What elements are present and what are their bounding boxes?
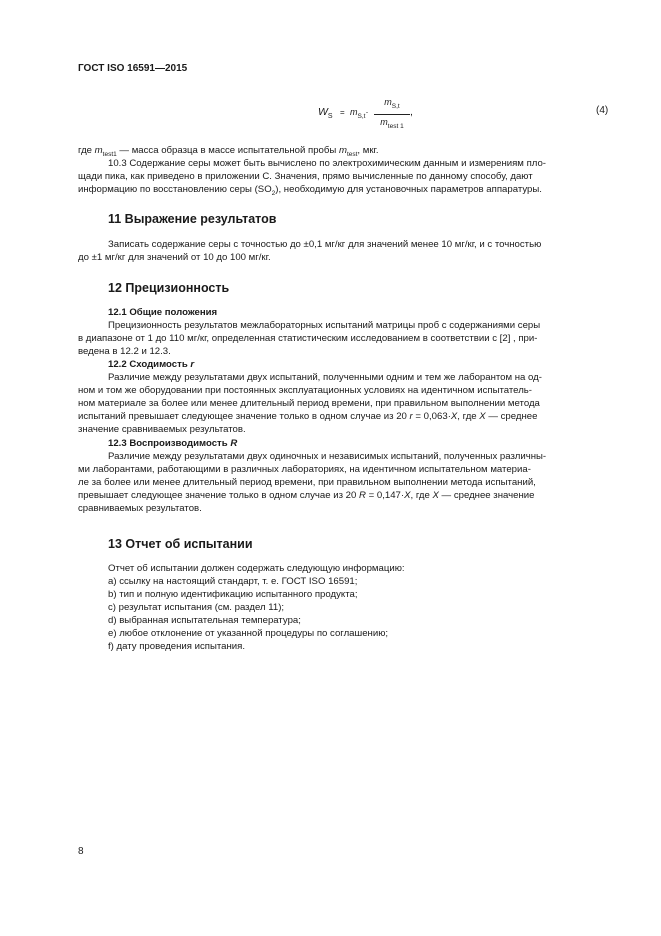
list-item: f) дату проведения испытания. [108,641,246,652]
page-number: 8 [78,846,84,857]
section-12-2-heading: 12.2 Сходимость r [108,359,195,370]
formula-number: (4) [596,105,609,116]
formula-fraction: $m_{S,t}$ $m_{test 1}$ [374,96,410,133]
section-11-heading: 11 Выражение результатов [108,212,277,226]
section-12-3-heading: 12.3 Воспроизводимость R [108,438,238,449]
section-12-2-text: Различие между результатами двух испытаний, полученными одним и тем же лаборантом на од- ном и том же оборудовании при постоянных эксплуатационных условиях на идентичном испытатель- ном материале за более или менее длительный период времени, при правильном выполнении метода испытаний превышает следующее значение только в одном случае из 20 r = 0,063·X, где X — среднее значение сравниваемых результатов. [78,372,542,435]
section-13-heading: 13 Отчет об испытании [108,537,253,551]
list-item: b) тип и полную идентификацию испытанного продукта; [108,589,358,600]
section-12-3-text: Различие между результатами двух одиночных и независимых испытаний, полученных различны- ми лаборантами, работающими в различных лабораториях, на идентичном испытательном материа- ле за более или менее длительный период времени, при правильном выполнении метода испытаний, превышает следующее значение только в одном случае из 20 R = 0,147·X, где X — среднее значение сравниваемых результатов. [78,451,547,514]
document-header: ГОСТ ISO 16591—2015 [78,63,188,74]
formula-equals: = [340,108,345,117]
where-clause: где $m_{test1}$ — масса образца в массе испытательной пробы $m_{test}$, мкг. [78,145,379,158]
section-13-intro: Отчет об испытании должен содержать следующую информацию: [108,563,405,574]
section-11-text: Записать содержание серы с точностью до ±0,1 мг/кг для значений менее 10 мг/кг, и с точностью до ±1 мг/кг для значений от 10 до 100 мг/кг. [78,239,542,263]
list-item: c) результат испытания (см. раздел 11); [108,602,285,613]
list-item: e) любое отклонение от указанной процедуры по соглашению; [108,628,389,639]
section-12-1-heading: 12.1 Общие положения [108,307,218,318]
paragraph-10-3: 10.3 Содержание серы может быть вычислено по электрохимическим данным и измерениям пло- щади пика, как приведено в приложении С. Значения, прямо вычисленные по данному способу, дают информацию по восстановлению серы $(SO_2)$, необходимую для установочных параметров аппаратуры. [78,158,546,197]
section-13-list [108,562,405,653]
formula-factor: $m_{S,t}\cdot$ [350,107,369,120]
section-12-1-text: Прецизионность результатов межлабораторных испытаний матрицы проб с содержаниями серы в диапазоне от 1 до 110 мг/кг, определенная статистическим исследованием в соответствии с [2] , при- ведена в 12.2 и 12.3. [78,320,541,357]
list-item: d) выбранная испытательная температура; [108,615,301,626]
formula-4: $W_S$ = $m_{S,t}\cdot$ $m_{S,t}$ $m_{test 1}$ , [318,96,438,132]
formula-lhs: $W_S$ [318,106,333,121]
section-12-heading: 12 Прецизионность [108,281,230,295]
list-item: a) ссылку на настоящий стандарт, т. е. ГОСТ ISO 16591; [108,576,358,587]
